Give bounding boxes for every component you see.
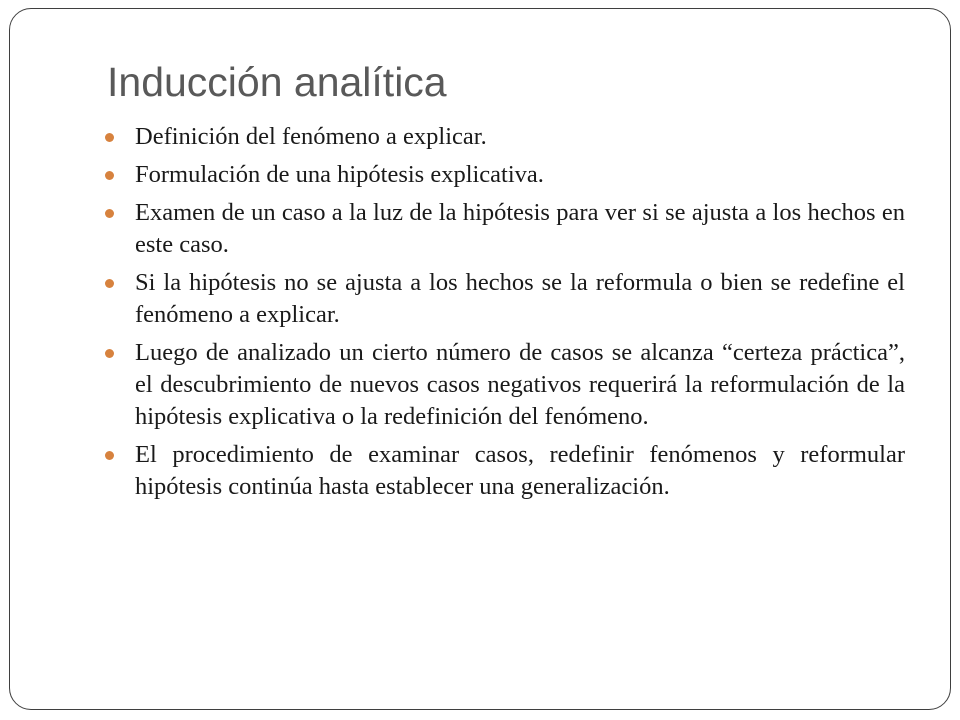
bullet-dot-icon bbox=[105, 349, 114, 358]
bullet-dot-icon bbox=[105, 451, 114, 460]
bullet-list bbox=[105, 121, 905, 509]
bullet-item bbox=[105, 267, 905, 331]
bullet-dot-icon bbox=[105, 171, 114, 180]
bullet-dot-icon bbox=[105, 133, 114, 142]
bullet-text: Si la hipótesis no se ajusta a los hechos se la reformula o bien se redefine el fenómeno a explicar. bbox=[135, 269, 905, 328]
bullet-text: Definición del fenómeno a explicar. bbox=[135, 123, 487, 150]
bullet-item bbox=[105, 121, 905, 153]
bullet-item bbox=[105, 439, 905, 503]
bullet-text: Luego de analizado un cierto número de casos se alcanza “certeza práctica”, el descubrimiento de nuevos casos negativos requerirá la reformulación de la hipótesis explicativa o la redefinición del fenómeno. bbox=[135, 339, 905, 430]
bullet-dot-icon bbox=[105, 279, 114, 288]
bullet-text: El procedimiento de examinar casos, redefinir fenómenos y reformular hipótesis continúa hasta establecer una generalización. bbox=[135, 441, 905, 500]
bullet-item bbox=[105, 197, 905, 261]
slide-title: Inducción analítica bbox=[107, 59, 447, 105]
bullet-dot-icon bbox=[105, 209, 114, 218]
bullet-text: Examen de un caso a la luz de la hipótesis para ver si se ajusta a los hechos en este caso. bbox=[135, 199, 905, 258]
bullet-item bbox=[105, 337, 905, 433]
bullet-item bbox=[105, 159, 905, 191]
bullet-text: Formulación de una hipótesis explicativa. bbox=[135, 161, 544, 188]
